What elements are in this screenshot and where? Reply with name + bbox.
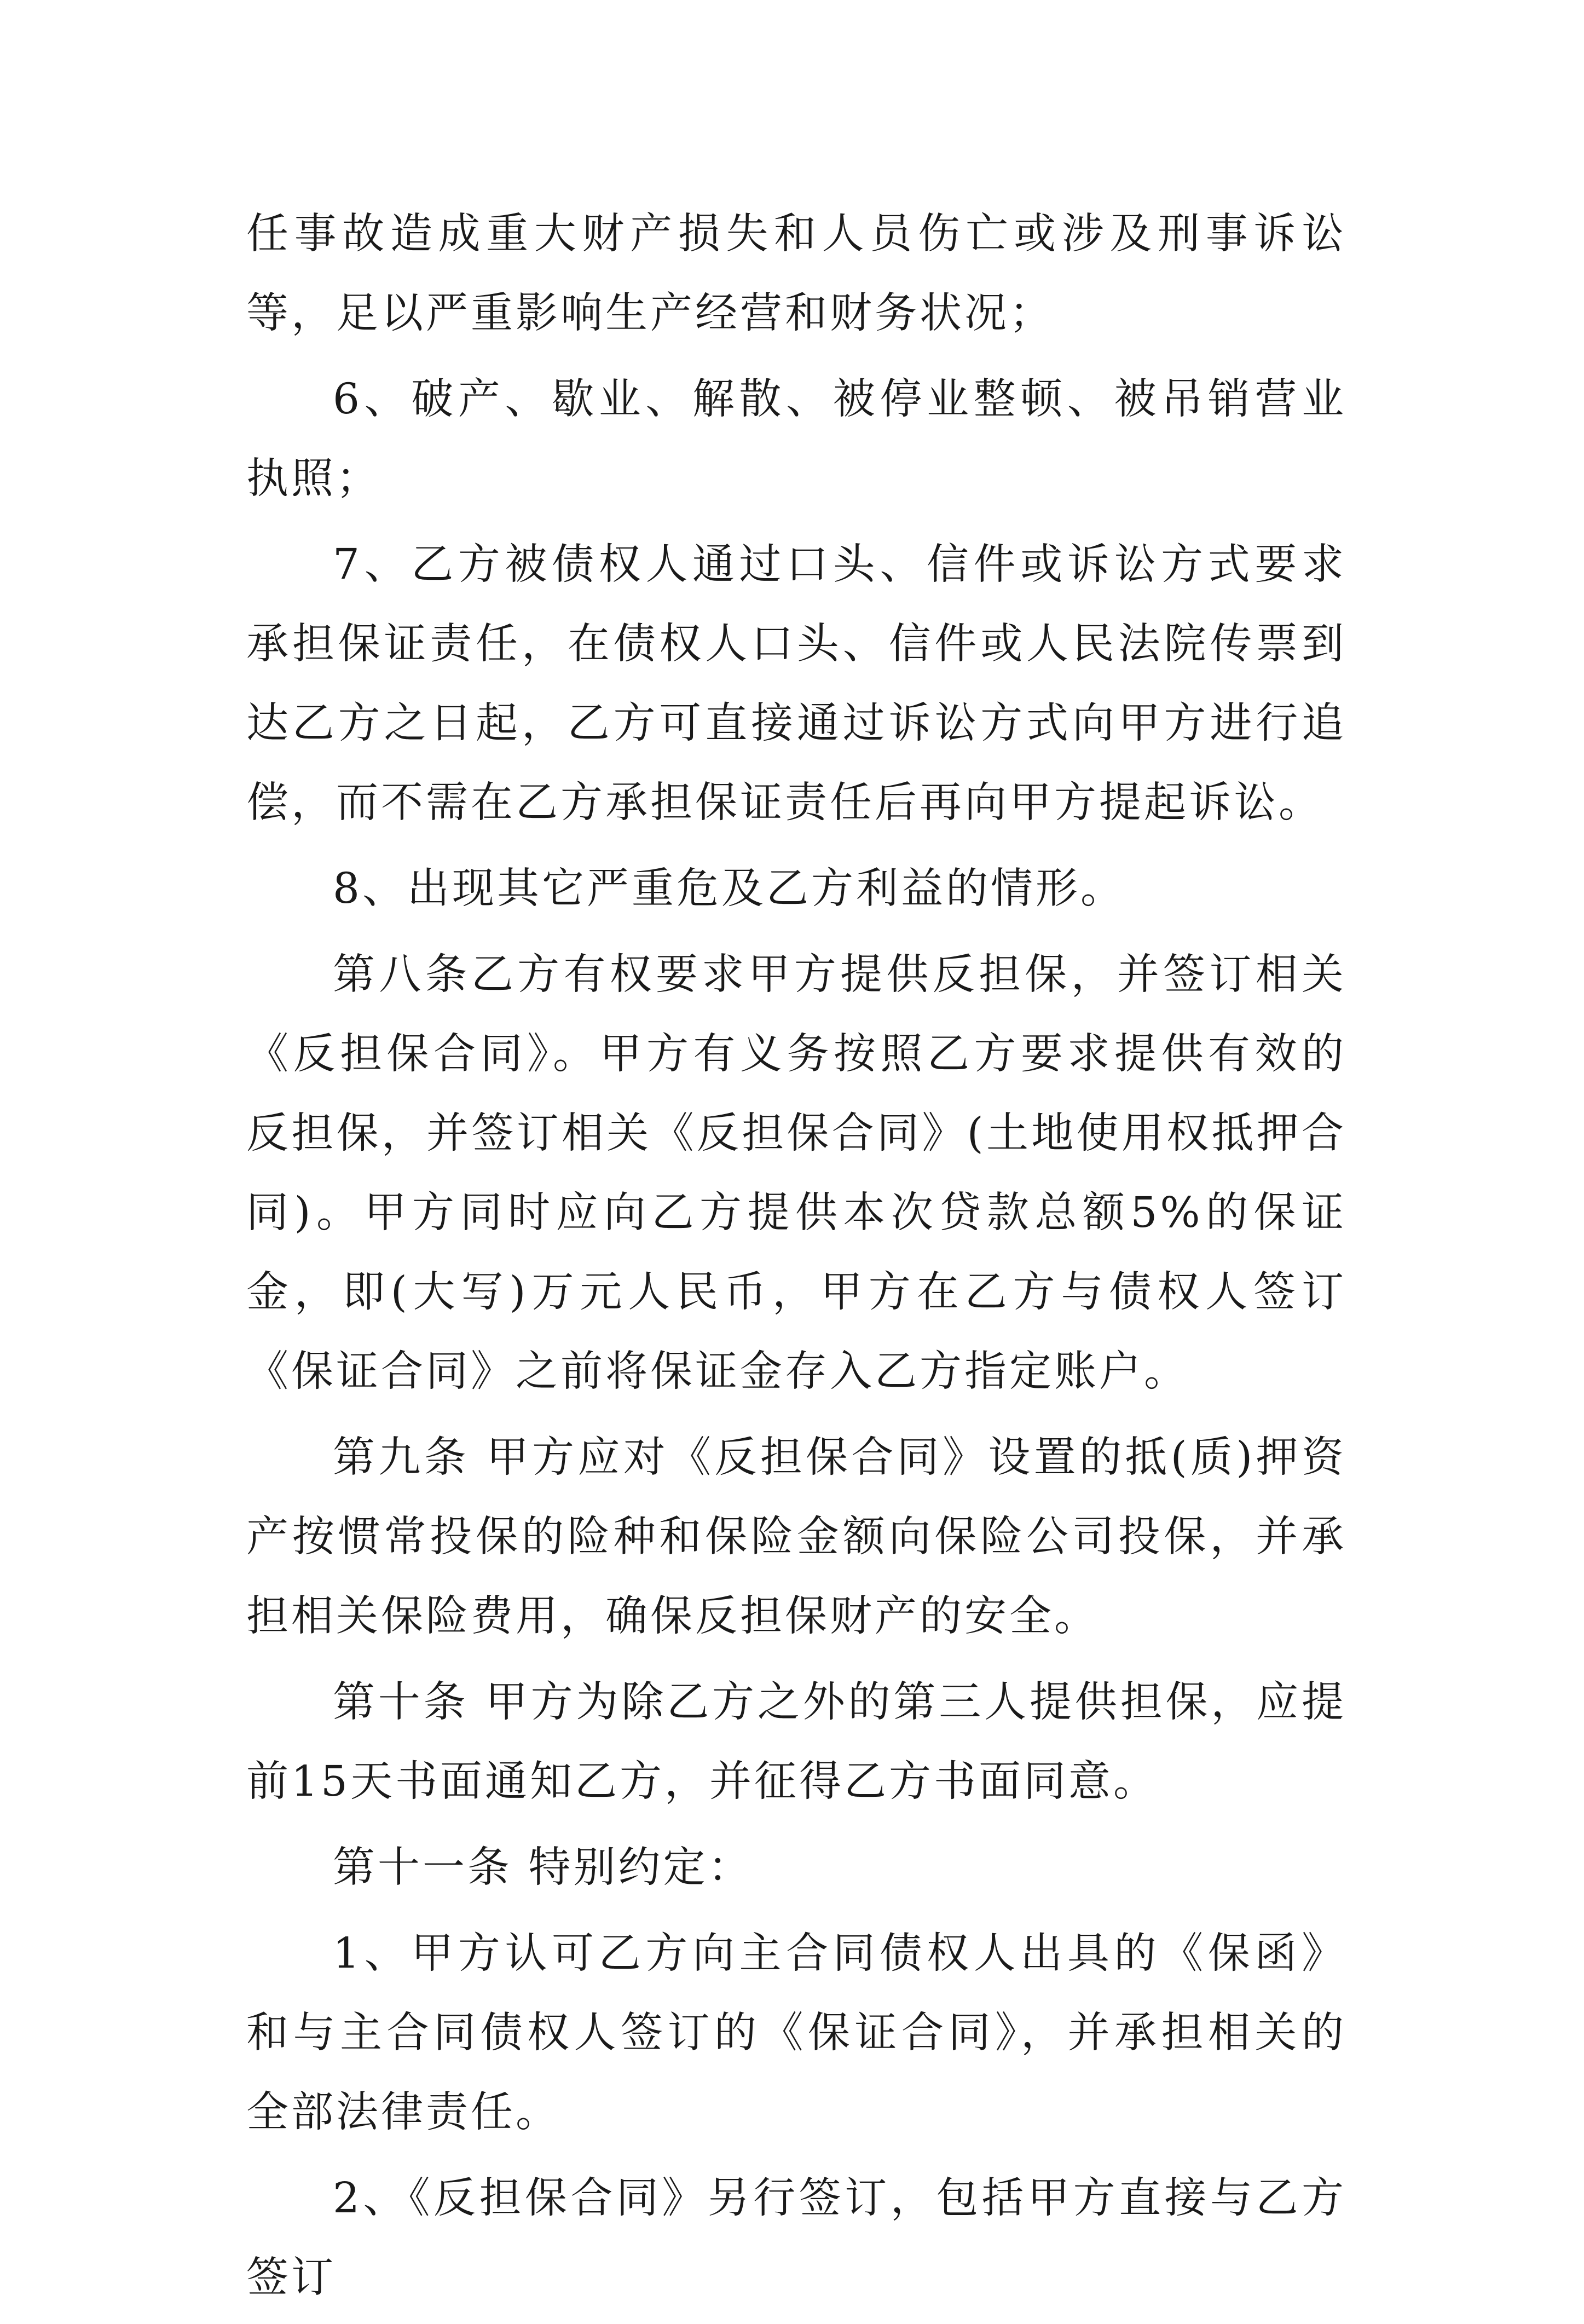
paragraph-article-10: 第十条 甲方为除乙方之外的第三人提供担保，应提前15天书面通知乙方，并征得乙方书面同意。	[246, 1678, 1346, 1806]
paragraph-special-term-2: 2、《反担保合同》另行签订，包括甲方直接与乙方签订	[246, 2174, 1346, 2302]
paragraph-continuation: 任事故造成重大财产损失和人员伤亡或涉及刑事诉讼等，足以严重影响生产经营和财务状况；	[246, 210, 1346, 338]
paragraph-item-7: 7、乙方被债权人通过口头、信件或诉讼方式要求承担保证责任，在债权人口头、信件或人民法院传票到达乙方之日起，乙方可直接通过诉讼方式向甲方进行追偿，而不需在乙方承担保证责任后再向甲方提起诉讼。	[246, 540, 1346, 827]
paragraph-special-term-1: 1、甲方认可乙方向主合同债权人出具的《保函》和与主合同债权人签订的《保证合同》，并承担相关的全部法律责任。	[246, 1929, 1346, 2137]
document-body	[246, 194, 1346, 2324]
paragraph-article-9: 第九条 甲方应对《反担保合同》设置的抵(质)押资产按惯常投保的险种和保险金额向保险公司投保，并承担相关保险费用，确保反担保财产的安全。	[246, 1433, 1346, 1641]
paragraph-item-8: 8、出现其它严重危及乙方利益的情形。	[333, 864, 1125, 913]
paragraph-item-6: 6、破产、歇业、解散、被停业整顿、被吊销营业执照；	[246, 375, 1346, 503]
paragraph-article-11-heading: 第十一条 特别约定：	[333, 1843, 753, 1892]
paragraph-article-8: 第八条乙方有权要求甲方提供反担保，并签订相关《反担保合同》。甲方有义务按照乙方要求提供有效的反担保，并签订相关《反担保合同》(土地使用权抵押合同)。甲方同时应向乙方提供本次贷款总额5%的保证金，即(大写)万元人民币，甲方在乙方与债权人签订《保证合同》之前将保证金存入乙方指定账户。	[246, 950, 1346, 1396]
